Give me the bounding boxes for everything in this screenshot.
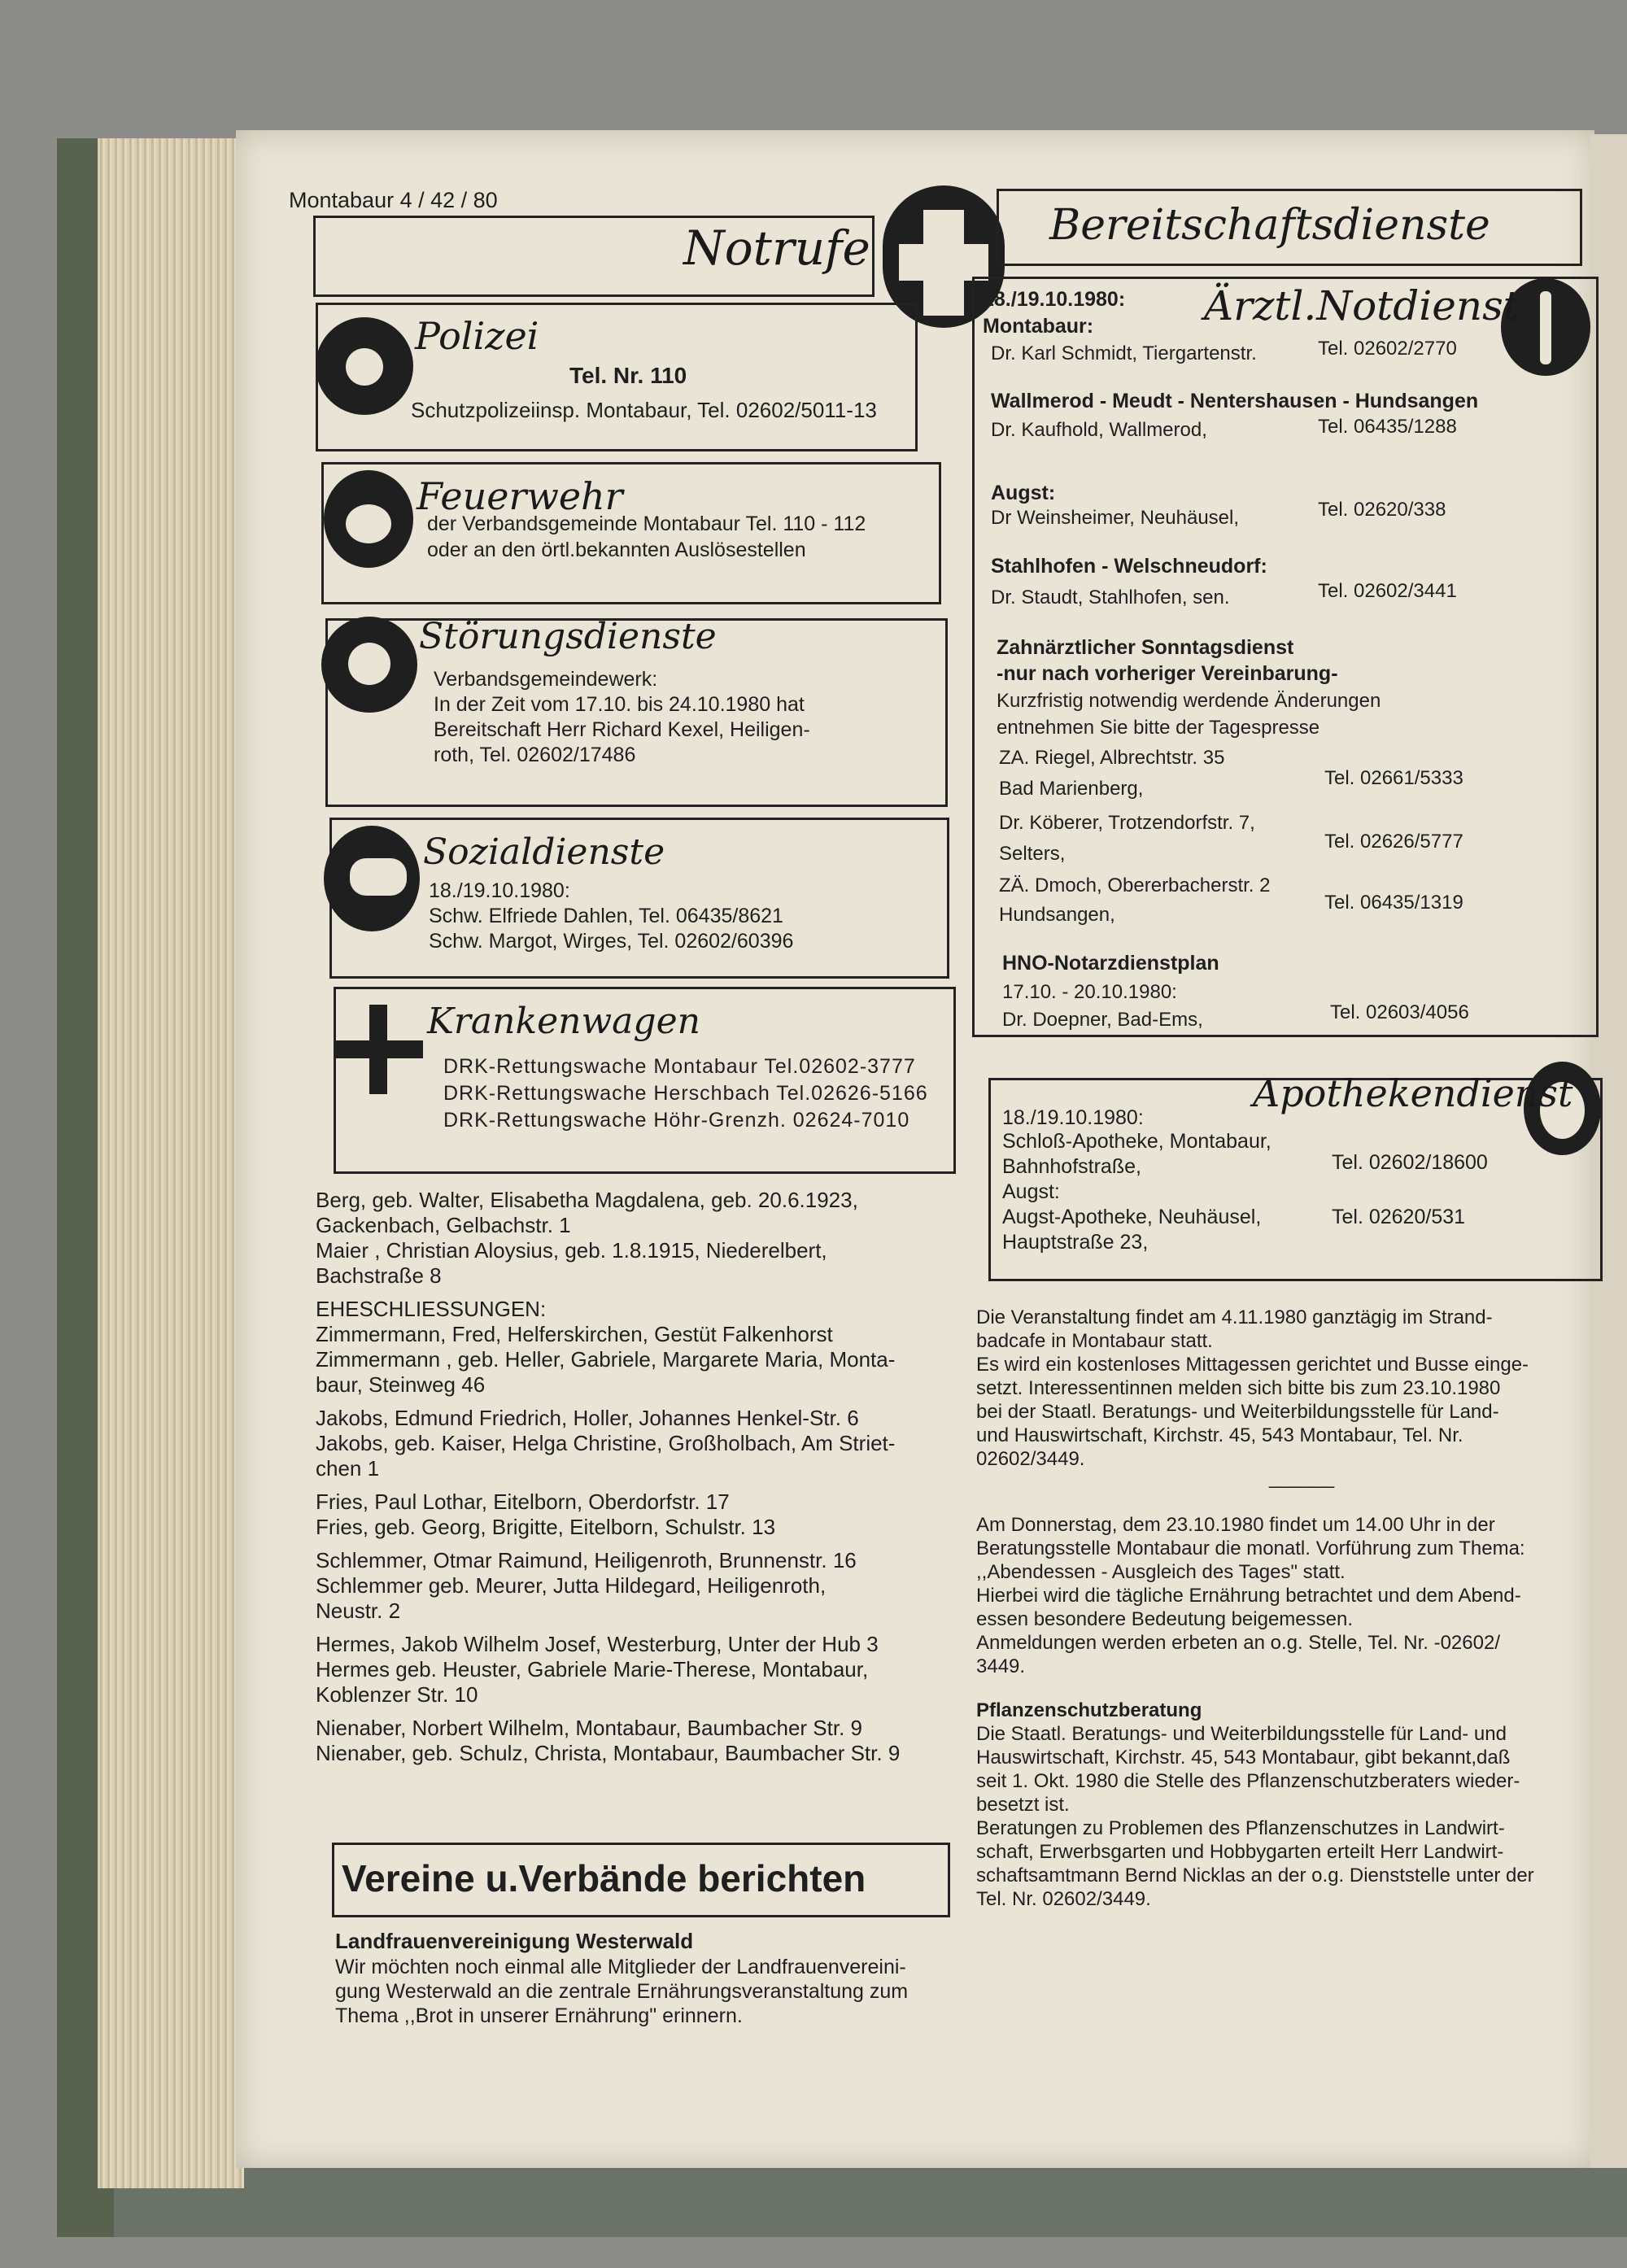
zahn-entry-line: ZA. Riegel, Albrechtstr. 35: [999, 747, 1225, 769]
text-line: 02602/3449.: [976, 1448, 1085, 1470]
cross-horizontal-icon: [899, 244, 988, 281]
text-line: Hermes, Jakob Wilhelm Josef, Westerburg, Unter der Hub 3: [316, 1632, 879, 1656]
zahn-entry-line: Selters,: [999, 843, 1066, 865]
text-line: Wir möchten noch einmal alle Mitglieder der Landfrauenvereini-: [335, 1956, 906, 1978]
text-line: baur, Steinweg 46: [316, 1372, 486, 1397]
text-line: essen besondere Bedeutung beigemessen.: [976, 1608, 1354, 1630]
text-line: Beratungen zu Problemen des Pflanzenschutzes in Landwirt-: [976, 1817, 1505, 1839]
text-line: Neustr. 2: [316, 1599, 401, 1623]
text-line: Hierbei wird die tägliche Ernährung betrachtet und dem Abend-: [976, 1585, 1521, 1607]
stoerung-line: In der Zeit vom 17.10. bis 24.10.1980 hat: [434, 693, 805, 716]
pflanzenschutz-heading: Pflanzenschutzberatung: [976, 1699, 1202, 1721]
kranken-line: DRK-Rettungswache Herschbach Tel.02626-5166: [443, 1082, 928, 1105]
text-line: 3449.: [976, 1655, 1026, 1677]
text-line: seit 1. Okt. 1980 die Stelle des Pflanzenschutzberaters wieder-: [976, 1770, 1520, 1792]
zahn-entry-line: Dr. Köberer, Trotzendorfstr. 7,: [999, 812, 1255, 834]
apotheke-title: Apothekendienst: [1253, 1071, 1573, 1115]
hno-date: 17.10. - 20.10.1980:: [1002, 981, 1177, 1003]
text-line: und Hauswirtschaft, Kirchstr. 45, 543 Montabaur, Tel. Nr.: [976, 1424, 1463, 1446]
landfrauen-text: [335, 1955, 908, 2028]
polizei-star-center-icon: [346, 348, 383, 386]
text-line: Jakobs, geb. Kaiser, Helga Christine, Großholbach, Am Striet-: [316, 1431, 896, 1455]
stoerung-line: Bereitschaft Herr Richard Kexel, Heiligen-: [434, 718, 810, 741]
kranken-line: DRK-Rettungswache Höhr-Grenzh. 02624-7010: [443, 1109, 910, 1132]
stoerung-title: Störungsdienste: [419, 616, 717, 657]
notdienst-entry-tel: Tel. 02602/3441: [1318, 580, 1457, 602]
right-column-text: [976, 1306, 1534, 1911]
feuerwehr-text: [427, 511, 866, 563]
stoerung-tool-center-icon: [348, 643, 390, 685]
zahn-entry-line: Bad Marienberg,: [999, 778, 1144, 800]
apotheke-tel: Tel. 02602/18600: [1332, 1151, 1488, 1174]
text-line: besetzt ist.: [976, 1794, 1070, 1816]
text-line: schaft, Erwerbsgarten und Hobbygarten erteilt Herr Landwirt-: [976, 1841, 1504, 1863]
text-line: Jakobs, Edmund Friedrich, Holler, Johannes Henkel-Str. 6: [316, 1406, 859, 1430]
text-line: Gackenbach, Gelbachstr. 1: [316, 1213, 571, 1237]
text-line: Augst-Apotheke, Neuhäusel,: [1002, 1206, 1262, 1228]
feuerwehr-helmet-inner-icon: [346, 504, 391, 543]
zahn-line: entnehmen Sie bitte der Tagespresse: [997, 717, 1320, 739]
notdienst-entry-heading: Augst:: [991, 482, 1056, 504]
stoerung-line: roth, Tel. 02602/17486: [434, 744, 636, 766]
text-line: Schlemmer, Otmar Raimund, Heiligenroth, Brunnenstr. 16: [316, 1548, 857, 1572]
notdienst-place: Montabaur:: [983, 315, 1094, 338]
text-line: Maier , Christian Aloysius, geb. 1.8.1915, Niederelbert,: [316, 1238, 827, 1263]
kranken-text: [443, 1053, 928, 1134]
zahn-line: Kurzfristig notwendig werdende Änderungen: [997, 690, 1381, 712]
text-line: Hauswirtschaft, Kirchstr. 45, 543 Montabaur, gibt bekannt,daß: [976, 1747, 1511, 1769]
notdienst-entry-tel: Tel. 02620/338: [1318, 499, 1446, 521]
hno-heading: HNO-Notarzdienstplan: [1002, 952, 1219, 975]
vereine-banner: Vereine u.Verbände berichten: [342, 1857, 866, 1899]
bereitschaft-title: Bereitschaftsdienste: [1049, 201, 1490, 250]
zahn-heading: Zahnärztlicher Sonntagsdienst: [997, 636, 1294, 659]
notdienst-entry-tel: Tel. 02602/2770: [1318, 338, 1457, 360]
sozial-line: 18./19.10.1980:: [429, 879, 570, 902]
sozial-line: Schw. Margot, Wirges, Tel. 02602/60396: [429, 930, 794, 953]
text-line: ,,Abendessen - Ausgleich des Tages" statt.: [976, 1561, 1346, 1583]
text-line: Hermes geb. Heuster, Gabriele Marie-Therese, Montabaur,: [316, 1657, 869, 1681]
page-stack-edges: [98, 138, 244, 2188]
sozial-line: Schw. Elfriede Dahlen, Tel. 06435/8621: [429, 905, 783, 927]
text-line: badcafe in Montabaur statt.: [976, 1330, 1213, 1352]
aesculap-staff-icon: [1540, 291, 1551, 364]
text-line: bei der Staatl. Beratungs- und Weiterbildungsstelle für Land-: [976, 1401, 1499, 1423]
apotheke-date: 18./19.10.1980:: [1002, 1106, 1144, 1129]
eheschliessungen-heading: EHESCHLIESSUNGEN:: [316, 1297, 547, 1321]
notdienst-entry-heading: Wallmerod - Meudt - Nentershausen - Hundsangen: [991, 390, 1479, 412]
zahn-entry-tel: Tel. 06435/1319: [1324, 892, 1463, 914]
zahn-entry-tel: Tel. 02661/5333: [1324, 767, 1463, 789]
text-line: Schlemmer geb. Meurer, Jutta Hildegard, Heiligenroth,: [316, 1573, 827, 1598]
text-line: Tel. Nr. 02602/3449.: [976, 1888, 1151, 1910]
hno-name: Dr. Doepner, Bad-Ems,: [1002, 1009, 1203, 1031]
text-line: Zimmermann, Fred, Helferskirchen, Gestüt Falkenhorst: [316, 1322, 833, 1346]
text-line: Nienaber, geb. Schulz, Christa, Montabaur, Baumbacher Str. 9: [316, 1741, 901, 1765]
text-line: Am Donnerstag, dem 23.10.1980 findet um 14.00 Uhr in der: [976, 1514, 1495, 1536]
landfrauen-heading: Landfrauenvereinigung Westerwald: [335, 1929, 694, 1953]
polizei-line: Schutzpolizeiinsp. Montabaur, Tel. 02602/5011-13: [411, 398, 877, 422]
notdienst-title: Ärztl.Notdienst: [1204, 282, 1520, 329]
zahn-entry-tel: Tel. 02626/5777: [1324, 831, 1463, 853]
text-line: Koblenzer Str. 10: [316, 1682, 478, 1707]
zahn-entry-line: ZÄ. Dmoch, Obererbacherstr. 2: [999, 874, 1271, 896]
text-line: Fries, Paul Lothar, Eitelborn, Oberdorfstr. 17: [316, 1489, 730, 1514]
notdienst-entry-name: Dr. Staudt, Stahlhofen, sen.: [991, 587, 1230, 608]
text-line: Berg, geb. Walter, Elisabetha Magdalena, geb. 20.6.1923,: [316, 1188, 858, 1212]
text-line: Die Staatl. Beratungs- und Weiterbildungsstelle für Land- und: [976, 1723, 1507, 1745]
text-line: Es wird ein kostenloses Mittagessen gerichtet und Busse einge-: [976, 1354, 1529, 1376]
notdienst-entry-tel: Tel. 06435/1288: [1318, 416, 1457, 438]
sozial-title: Sozialdienste: [423, 831, 665, 873]
text-line: schaftsamtmann Bernd Nicklas an der o.g. Dienststelle unter der: [976, 1865, 1534, 1886]
text-line: Beratungsstelle Montabaur die monatl. Vorführung zum Thema:: [976, 1537, 1525, 1559]
feuerwehr-line: oder an den örtl.bekannten Auslösestellen: [427, 539, 806, 561]
text-line: Nienaber, Norbert Wilhelm, Montabaur, Baumbacher Str. 9: [316, 1716, 862, 1740]
hno-tel: Tel. 02603/4056: [1330, 1001, 1469, 1023]
notdienst-entry-name: Dr. Kaufhold, Wallmerod,: [991, 419, 1207, 441]
notdienst-entry-name: Dr. Karl Schmidt, Tiergartenstr.: [991, 342, 1257, 364]
page-reference: Montabaur 4 / 42 / 80: [289, 188, 498, 212]
feuerwehr-line: der Verbandsgemeinde Montabaur Tel. 110 - 112: [427, 512, 866, 535]
notrufe-title: Notrufe: [683, 220, 870, 276]
text-line: Hauptstraße 23,: [1002, 1231, 1149, 1254]
left-column-text: [316, 1188, 900, 1766]
text-line: Augst:: [1002, 1180, 1060, 1203]
notdienst-date: 18./19.10.1980:: [983, 288, 1126, 311]
text-line: Schloß-Apotheke, Montabaur,: [1002, 1130, 1272, 1153]
text-line: Bahnhofstraße,: [1002, 1155, 1141, 1178]
zahn-entry-line: Hundsangen,: [999, 904, 1115, 926]
notdienst-entry-heading: Stahlhofen - Welschneudorf:: [991, 555, 1267, 578]
stoerung-line: Verbandsgemeindewerk:: [434, 668, 658, 691]
text-line: Bachstraße 8: [316, 1263, 442, 1288]
kranken-line: DRK-Rettungswache Montabaur Tel.02602-3777: [443, 1055, 916, 1078]
text-line: Fries, geb. Georg, Brigitte, Eitelborn, Schulstr. 13: [316, 1515, 776, 1539]
separator: ______: [1269, 1467, 1335, 1489]
text-line: Die Veranstaltung findet am 4.11.1980 ganztägig im Strand-: [976, 1306, 1493, 1328]
text-line: Anmeldungen werden erbeten an o.g. Stelle, Tel. Nr. -02602/: [976, 1632, 1500, 1654]
polizei-tel: Tel. Nr. 110: [569, 363, 687, 388]
sozial-hand-inner-icon: [350, 858, 407, 896]
polizei-title: Polizei: [415, 314, 539, 358]
text-line: gung Westerwald an die zentrale Ernährungsveranstaltung zum: [335, 1980, 909, 2003]
text-line: setzt. Interessentinnen melden sich bitte bis zum 23.10.1980: [976, 1377, 1501, 1399]
zahn-heading: -nur nach vorheriger Vereinbarung-: [997, 662, 1338, 685]
notdienst-entry-name: Dr Weinsheimer, Neuhäusel,: [991, 507, 1240, 529]
apotheke-tel: Tel. 02620/531: [1332, 1206, 1466, 1228]
sozial-text: [429, 879, 793, 954]
text-line: chen 1: [316, 1456, 380, 1481]
text-line: Zimmermann , geb. Heller, Gabriele, Margarete Maria, Monta-: [316, 1347, 896, 1372]
feuerwehr-title: Feuerwehr: [417, 474, 623, 518]
kranken-title: Krankenwagen: [427, 1001, 700, 1042]
stoerung-text: [434, 667, 810, 768]
apotheke-text: [1002, 1129, 1272, 1255]
text-line: Thema ,,Brot in unserer Ernährung" erinnern.: [335, 2004, 743, 2027]
